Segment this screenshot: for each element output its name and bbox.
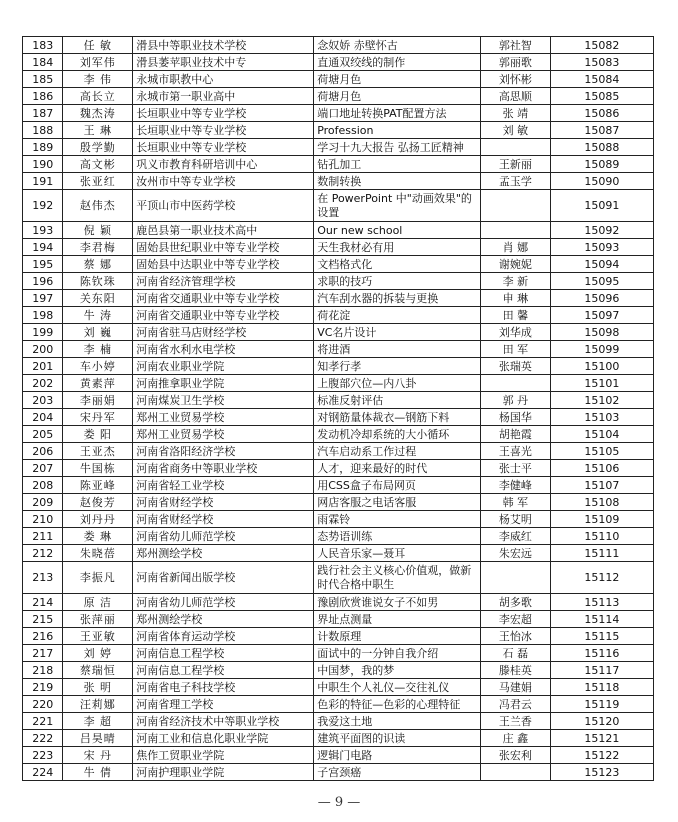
lesson-title-cell: 上腹部穴位—内八卦 — [314, 375, 481, 392]
school-cell: 河南省水利水电学校 — [133, 341, 314, 358]
table-row — [23, 662, 654, 679]
entry-code-cell: 15117 — [550, 662, 653, 679]
entry-code-cell: 15087 — [550, 122, 653, 139]
table-row — [23, 54, 654, 71]
teacher-name-cell: 娄 琳 — [63, 528, 133, 545]
row-number-cell: 199 — [23, 324, 63, 341]
coauthor-cell — [481, 139, 551, 156]
row-number-cell: 200 — [23, 341, 63, 358]
entry-code-cell: 15084 — [550, 71, 653, 88]
coauthor-cell: 王怡冰 — [481, 628, 551, 645]
lesson-title-cell: 逻辑门电路 — [314, 747, 481, 764]
entry-code-cell: 15106 — [550, 460, 653, 477]
lesson-title-cell: 人才，迎来最好的时代 — [314, 460, 481, 477]
table-row — [23, 105, 654, 122]
teacher-name-cell: 殷学勤 — [63, 139, 133, 156]
row-number-cell: 210 — [23, 511, 63, 528]
table-row — [23, 528, 654, 545]
row-number-cell: 213 — [23, 562, 63, 594]
row-number-cell: 196 — [23, 273, 63, 290]
teacher-name-cell: 李 伟 — [63, 71, 133, 88]
row-number-cell: 221 — [23, 713, 63, 730]
coauthor-cell: 王兰香 — [481, 713, 551, 730]
coauthor-cell: 刘怀彬 — [481, 71, 551, 88]
lesson-title-cell: 发动机冷却系统的大小循环 — [314, 426, 481, 443]
row-number-cell: 203 — [23, 392, 63, 409]
lesson-title-cell: 念奴娇 赤壁怀古 — [314, 37, 481, 54]
row-number-cell: 205 — [23, 426, 63, 443]
teacher-name-cell: 蔡 娜 — [63, 256, 133, 273]
teacher-name-cell: 关东阳 — [63, 290, 133, 307]
table-row — [23, 173, 654, 190]
teacher-name-cell: 王亚敏 — [63, 628, 133, 645]
table-body — [23, 37, 654, 781]
school-cell: 河南省商务中等职业学校 — [133, 460, 314, 477]
teacher-name-cell: 刘 婷 — [63, 645, 133, 662]
school-cell: 河南护理职业学院 — [133, 764, 314, 781]
table-row — [23, 494, 654, 511]
teacher-name-cell: 赵俊芳 — [63, 494, 133, 511]
teacher-name-cell: 宋丹军 — [63, 409, 133, 426]
teacher-name-cell: 李君梅 — [63, 239, 133, 256]
table-row — [23, 594, 654, 611]
entry-code-cell: 15112 — [550, 562, 653, 594]
entry-code-cell: 15105 — [550, 443, 653, 460]
school-cell: 河南信息工程学校 — [133, 662, 314, 679]
school-cell: 河南省电子科技学校 — [133, 679, 314, 696]
lesson-title-cell: 钻孔加工 — [314, 156, 481, 173]
teacher-name-cell: 李丽娟 — [63, 392, 133, 409]
coauthor-cell: 郭丽歌 — [481, 54, 551, 71]
school-cell: 河南省经济管理学校 — [133, 273, 314, 290]
entry-code-cell: 15096 — [550, 290, 653, 307]
school-cell: 汝州市中等专业学校 — [133, 173, 314, 190]
table-row — [23, 645, 654, 662]
lesson-title-cell: 建筑平面图的识读 — [314, 730, 481, 747]
row-number-cell: 190 — [23, 156, 63, 173]
entry-code-cell: 15094 — [550, 256, 653, 273]
lesson-title-cell: 荷花淀 — [314, 307, 481, 324]
award-list-table — [22, 36, 654, 781]
school-cell: 河南省财经学校 — [133, 511, 314, 528]
lesson-title-cell: 数制转换 — [314, 173, 481, 190]
entry-code-cell: 15102 — [550, 392, 653, 409]
lesson-title-cell: 色彩的特征—色彩的心理特征 — [314, 696, 481, 713]
entry-code-cell: 15095 — [550, 273, 653, 290]
row-number-cell: 183 — [23, 37, 63, 54]
entry-code-cell: 15100 — [550, 358, 653, 375]
lesson-title-cell: 在 PowerPoint 中"动画效果"的设置 — [314, 190, 481, 222]
coauthor-cell: 杨艾明 — [481, 511, 551, 528]
coauthor-cell: 滕桂英 — [481, 662, 551, 679]
coauthor-cell: 田 馨 — [481, 307, 551, 324]
row-number-cell: 207 — [23, 460, 63, 477]
lesson-title-cell: 人民音乐家—聂耳 — [314, 545, 481, 562]
school-cell: 河南工业和信息化职业学院 — [133, 730, 314, 747]
coauthor-cell — [481, 222, 551, 239]
coauthor-cell: 胡多歌 — [481, 594, 551, 611]
coauthor-cell: 张宏利 — [481, 747, 551, 764]
school-cell: 河南省经济技术中等职业学校 — [133, 713, 314, 730]
row-number-cell: 211 — [23, 528, 63, 545]
coauthor-cell: 郭社智 — [481, 37, 551, 54]
teacher-name-cell: 李振凡 — [63, 562, 133, 594]
entry-code-cell: 15092 — [550, 222, 653, 239]
table-row — [23, 88, 654, 105]
table-row — [23, 426, 654, 443]
teacher-name-cell: 牛 倩 — [63, 764, 133, 781]
table-row — [23, 156, 654, 173]
school-cell: 鹿邑县第一职业技术高中 — [133, 222, 314, 239]
entry-code-cell: 15108 — [550, 494, 653, 511]
entry-code-cell: 15116 — [550, 645, 653, 662]
school-cell: 永城市第一职业高中 — [133, 88, 314, 105]
entry-code-cell: 15098 — [550, 324, 653, 341]
coauthor-cell: 杨国华 — [481, 409, 551, 426]
teacher-name-cell: 汪莉娜 — [63, 696, 133, 713]
row-number-cell: 202 — [23, 375, 63, 392]
lesson-title-cell: 对钢筋量体裁衣—钢筋下料 — [314, 409, 481, 426]
school-cell: 郑州测绘学校 — [133, 611, 314, 628]
lesson-title-cell: 雨霖铃 — [314, 511, 481, 528]
lesson-title-cell: 态势语训练 — [314, 528, 481, 545]
school-cell: 郑州工业贸易学校 — [133, 409, 314, 426]
teacher-name-cell: 牛 涛 — [63, 307, 133, 324]
teacher-name-cell: 高文彬 — [63, 156, 133, 173]
entry-code-cell: 15122 — [550, 747, 653, 764]
teacher-name-cell: 吕昊晴 — [63, 730, 133, 747]
lesson-title-cell: 我爱这土地 — [314, 713, 481, 730]
table-row — [23, 375, 654, 392]
table-row — [23, 358, 654, 375]
school-cell: 河南省新闻出版学校 — [133, 562, 314, 594]
lesson-title-cell: Profession — [314, 122, 481, 139]
table-row — [23, 256, 654, 273]
coauthor-cell: 刘华成 — [481, 324, 551, 341]
row-number-cell: 204 — [23, 409, 63, 426]
row-number-cell: 217 — [23, 645, 63, 662]
row-number-cell: 197 — [23, 290, 63, 307]
table-row — [23, 290, 654, 307]
table-row — [23, 392, 654, 409]
row-number-cell: 208 — [23, 477, 63, 494]
table-row — [23, 511, 654, 528]
teacher-name-cell: 王 琳 — [63, 122, 133, 139]
coauthor-cell: 肖 娜 — [481, 239, 551, 256]
coauthor-cell: 朱宏远 — [481, 545, 551, 562]
entry-code-cell: 15091 — [550, 190, 653, 222]
teacher-name-cell: 张萍丽 — [63, 611, 133, 628]
row-number-cell: 215 — [23, 611, 63, 628]
school-cell: 河南省理工学校 — [133, 696, 314, 713]
row-number-cell: 198 — [23, 307, 63, 324]
lesson-title-cell: 求职的技巧 — [314, 273, 481, 290]
lesson-title-cell: 汽车启动系工作过程 — [314, 443, 481, 460]
row-number-cell: 222 — [23, 730, 63, 747]
lesson-title-cell: 用CSS盒子布局网页 — [314, 477, 481, 494]
entry-code-cell: 15093 — [550, 239, 653, 256]
coauthor-cell — [481, 375, 551, 392]
lesson-title-cell: 标准反射评估 — [314, 392, 481, 409]
lesson-title-cell: 豫剧欣赏谁说女子不如男 — [314, 594, 481, 611]
coauthor-cell — [481, 562, 551, 594]
school-cell: 河南省轻工业学校 — [133, 477, 314, 494]
lesson-title-cell: 中职生个人礼仪—交往礼仪 — [314, 679, 481, 696]
lesson-title-cell: 直通双绞线的制作 — [314, 54, 481, 71]
row-number-cell: 218 — [23, 662, 63, 679]
table-row — [23, 239, 654, 256]
entry-code-cell: 15118 — [550, 679, 653, 696]
lesson-title-cell: 天生我材必有用 — [314, 239, 481, 256]
entry-code-cell: 15103 — [550, 409, 653, 426]
table-row — [23, 562, 654, 594]
teacher-name-cell: 高长立 — [63, 88, 133, 105]
school-cell: 永城市职教中心 — [133, 71, 314, 88]
teacher-name-cell: 倪 颖 — [63, 222, 133, 239]
lesson-title-cell: VC名片设计 — [314, 324, 481, 341]
coauthor-cell: 刘 敏 — [481, 122, 551, 139]
table-row — [23, 730, 654, 747]
table-row — [23, 764, 654, 781]
lesson-title-cell: 学习十九大报告 弘扬工匠精神 — [314, 139, 481, 156]
table-row — [23, 190, 654, 222]
table-row — [23, 409, 654, 426]
entry-code-cell: 15088 — [550, 139, 653, 156]
lesson-title-cell: 将进酒 — [314, 341, 481, 358]
row-number-cell: 195 — [23, 256, 63, 273]
table-row — [23, 122, 654, 139]
entry-code-cell: 15109 — [550, 511, 653, 528]
entry-code-cell: 15089 — [550, 156, 653, 173]
coauthor-cell — [481, 190, 551, 222]
teacher-name-cell: 张 明 — [63, 679, 133, 696]
school-cell: 河南省交通职业中等专业学校 — [133, 290, 314, 307]
table-row — [23, 713, 654, 730]
entry-code-cell: 15107 — [550, 477, 653, 494]
lesson-title-cell: 子宫颈癌 — [314, 764, 481, 781]
coauthor-cell: 张瑞英 — [481, 358, 551, 375]
table-row — [23, 628, 654, 645]
school-cell: 河南省驻马店财经学校 — [133, 324, 314, 341]
school-cell: 河南省体育运动学校 — [133, 628, 314, 645]
row-number-cell: 192 — [23, 190, 63, 222]
school-cell: 河南信息工程学校 — [133, 645, 314, 662]
school-cell: 焦作工贸职业学院 — [133, 747, 314, 764]
row-number-cell: 185 — [23, 71, 63, 88]
row-number-cell: 187 — [23, 105, 63, 122]
teacher-name-cell: 原 洁 — [63, 594, 133, 611]
school-cell: 滑县萎苹职业技术中专 — [133, 54, 314, 71]
row-number-cell: 201 — [23, 358, 63, 375]
row-number-cell: 224 — [23, 764, 63, 781]
school-cell: 固始县世纪职业中等专业学校 — [133, 239, 314, 256]
row-number-cell: 223 — [23, 747, 63, 764]
lesson-title-cell: 中国梦，我的梦 — [314, 662, 481, 679]
table-row — [23, 443, 654, 460]
entry-code-cell: 15114 — [550, 611, 653, 628]
entry-code-cell: 15083 — [550, 54, 653, 71]
coauthor-cell: 冯君云 — [481, 696, 551, 713]
school-cell: 河南农业职业学院 — [133, 358, 314, 375]
table-row — [23, 477, 654, 494]
coauthor-cell: 李健峰 — [481, 477, 551, 494]
school-cell: 河南省财经学校 — [133, 494, 314, 511]
row-number-cell: 209 — [23, 494, 63, 511]
table-row — [23, 341, 654, 358]
table-row — [23, 307, 654, 324]
school-cell: 河南推拿职业学院 — [133, 375, 314, 392]
entry-code-cell: 15123 — [550, 764, 653, 781]
row-number-cell: 206 — [23, 443, 63, 460]
row-number-cell: 191 — [23, 173, 63, 190]
row-number-cell: 214 — [23, 594, 63, 611]
entry-code-cell: 15104 — [550, 426, 653, 443]
coauthor-cell: 胡艳霞 — [481, 426, 551, 443]
entry-code-cell: 15121 — [550, 730, 653, 747]
coauthor-cell: 庄 鑫 — [481, 730, 551, 747]
entry-code-cell: 15082 — [550, 37, 653, 54]
teacher-name-cell: 车小婷 — [63, 358, 133, 375]
teacher-name-cell: 李 超 — [63, 713, 133, 730]
school-cell: 固始县中达职业中等专业学校 — [133, 256, 314, 273]
school-cell: 河南省洛阳经济学校 — [133, 443, 314, 460]
teacher-name-cell: 陈亚峰 — [63, 477, 133, 494]
entry-code-cell: 15085 — [550, 88, 653, 105]
entry-code-cell: 15090 — [550, 173, 653, 190]
teacher-name-cell: 任 敏 — [63, 37, 133, 54]
table-row — [23, 139, 654, 156]
coauthor-cell: 谢婉妮 — [481, 256, 551, 273]
lesson-title-cell: 汽车刮水器的拆装与更换 — [314, 290, 481, 307]
table-row — [23, 611, 654, 628]
school-cell: 巩义市教育科研培训中心 — [133, 156, 314, 173]
table-row — [23, 37, 654, 54]
row-number-cell: 212 — [23, 545, 63, 562]
school-cell: 滑县中等职业技术学校 — [133, 37, 314, 54]
school-cell: 长垣职业中等专业学校 — [133, 139, 314, 156]
row-number-cell: 184 — [23, 54, 63, 71]
entry-code-cell: 15101 — [550, 375, 653, 392]
row-number-cell: 220 — [23, 696, 63, 713]
lesson-title-cell: 网店客服之电话客服 — [314, 494, 481, 511]
coauthor-cell: 张 靖 — [481, 105, 551, 122]
coauthor-cell: 石 磊 — [481, 645, 551, 662]
page-number: — 9 — — [317, 795, 361, 810]
table-row — [23, 696, 654, 713]
entry-code-cell: 15110 — [550, 528, 653, 545]
teacher-name-cell: 王亚杰 — [63, 443, 133, 460]
lesson-title-cell: 计数原理 — [314, 628, 481, 645]
table-row — [23, 460, 654, 477]
table-row — [23, 747, 654, 764]
entry-code-cell: 15120 — [550, 713, 653, 730]
entry-code-cell: 15097 — [550, 307, 653, 324]
teacher-name-cell: 陈钦珠 — [63, 273, 133, 290]
coauthor-cell: 王喜光 — [481, 443, 551, 460]
row-number-cell: 216 — [23, 628, 63, 645]
entry-code-cell: 15111 — [550, 545, 653, 562]
table-row — [23, 545, 654, 562]
lesson-title-cell: 端口地址转换PAT配置方法 — [314, 105, 481, 122]
coauthor-cell: 马建娟 — [481, 679, 551, 696]
school-cell: 郑州工业贸易学校 — [133, 426, 314, 443]
lesson-title-cell: Our new school — [314, 222, 481, 239]
coauthor-cell: 张士平 — [481, 460, 551, 477]
entry-code-cell: 15113 — [550, 594, 653, 611]
table-row — [23, 222, 654, 239]
teacher-name-cell: 黄素萍 — [63, 375, 133, 392]
entry-code-cell: 15115 — [550, 628, 653, 645]
entry-code-cell: 15119 — [550, 696, 653, 713]
school-cell: 河南省幼儿师范学校 — [133, 594, 314, 611]
school-cell: 河南省幼儿师范学校 — [133, 528, 314, 545]
row-number-cell: 219 — [23, 679, 63, 696]
teacher-name-cell: 刘 巍 — [63, 324, 133, 341]
coauthor-cell — [481, 764, 551, 781]
coauthor-cell: 郭 丹 — [481, 392, 551, 409]
lesson-title-cell: 面试中的一分钟自我介绍 — [314, 645, 481, 662]
lesson-title-cell: 荷塘月色 — [314, 88, 481, 105]
coauthor-cell: 田 军 — [481, 341, 551, 358]
table-row — [23, 71, 654, 88]
teacher-name-cell: 刘军伟 — [63, 54, 133, 71]
lesson-title-cell: 知孝行孝 — [314, 358, 481, 375]
school-cell: 长垣职业中等专业学校 — [133, 105, 314, 122]
row-number-cell: 194 — [23, 239, 63, 256]
teacher-name-cell: 张亚红 — [63, 173, 133, 190]
coauthor-cell: 申 琳 — [481, 290, 551, 307]
row-number-cell: 186 — [23, 88, 63, 105]
table-row — [23, 679, 654, 696]
school-cell: 平顶山市中医药学校 — [133, 190, 314, 222]
teacher-name-cell: 娄 阳 — [63, 426, 133, 443]
teacher-name-cell: 魏杰涛 — [63, 105, 133, 122]
teacher-name-cell: 刘丹丹 — [63, 511, 133, 528]
coauthor-cell: 李宏超 — [481, 611, 551, 628]
entry-code-cell: 15099 — [550, 341, 653, 358]
lesson-title-cell: 荷塘月色 — [314, 71, 481, 88]
row-number-cell: 189 — [23, 139, 63, 156]
school-cell: 郑州测绘学校 — [133, 545, 314, 562]
teacher-name-cell: 牛国栋 — [63, 460, 133, 477]
school-cell: 河南省交通职业中等专业学校 — [133, 307, 314, 324]
coauthor-cell: 李 新 — [481, 273, 551, 290]
teacher-name-cell: 宋 丹 — [63, 747, 133, 764]
coauthor-cell: 王新丽 — [481, 156, 551, 173]
table-row — [23, 324, 654, 341]
row-number-cell: 193 — [23, 222, 63, 239]
row-number-cell: 188 — [23, 122, 63, 139]
lesson-title-cell: 界址点测量 — [314, 611, 481, 628]
teacher-name-cell: 蔡瑞恒 — [63, 662, 133, 679]
coauthor-cell: 高思顺 — [481, 88, 551, 105]
teacher-name-cell: 李 楠 — [63, 341, 133, 358]
table-row — [23, 273, 654, 290]
lesson-title-cell: 文档格式化 — [314, 256, 481, 273]
lesson-title-cell: 践行社会主义核心价值观，做新时代合格中职生 — [314, 562, 481, 594]
school-cell: 河南煤炭卫生学校 — [133, 392, 314, 409]
coauthor-cell: 李威红 — [481, 528, 551, 545]
coauthor-cell: 孟玉学 — [481, 173, 551, 190]
entry-code-cell: 15086 — [550, 105, 653, 122]
teacher-name-cell: 赵伟杰 — [63, 190, 133, 222]
school-cell: 长垣职业中等专业学校 — [133, 122, 314, 139]
teacher-name-cell: 朱晓蓓 — [63, 545, 133, 562]
coauthor-cell: 韩 军 — [481, 494, 551, 511]
